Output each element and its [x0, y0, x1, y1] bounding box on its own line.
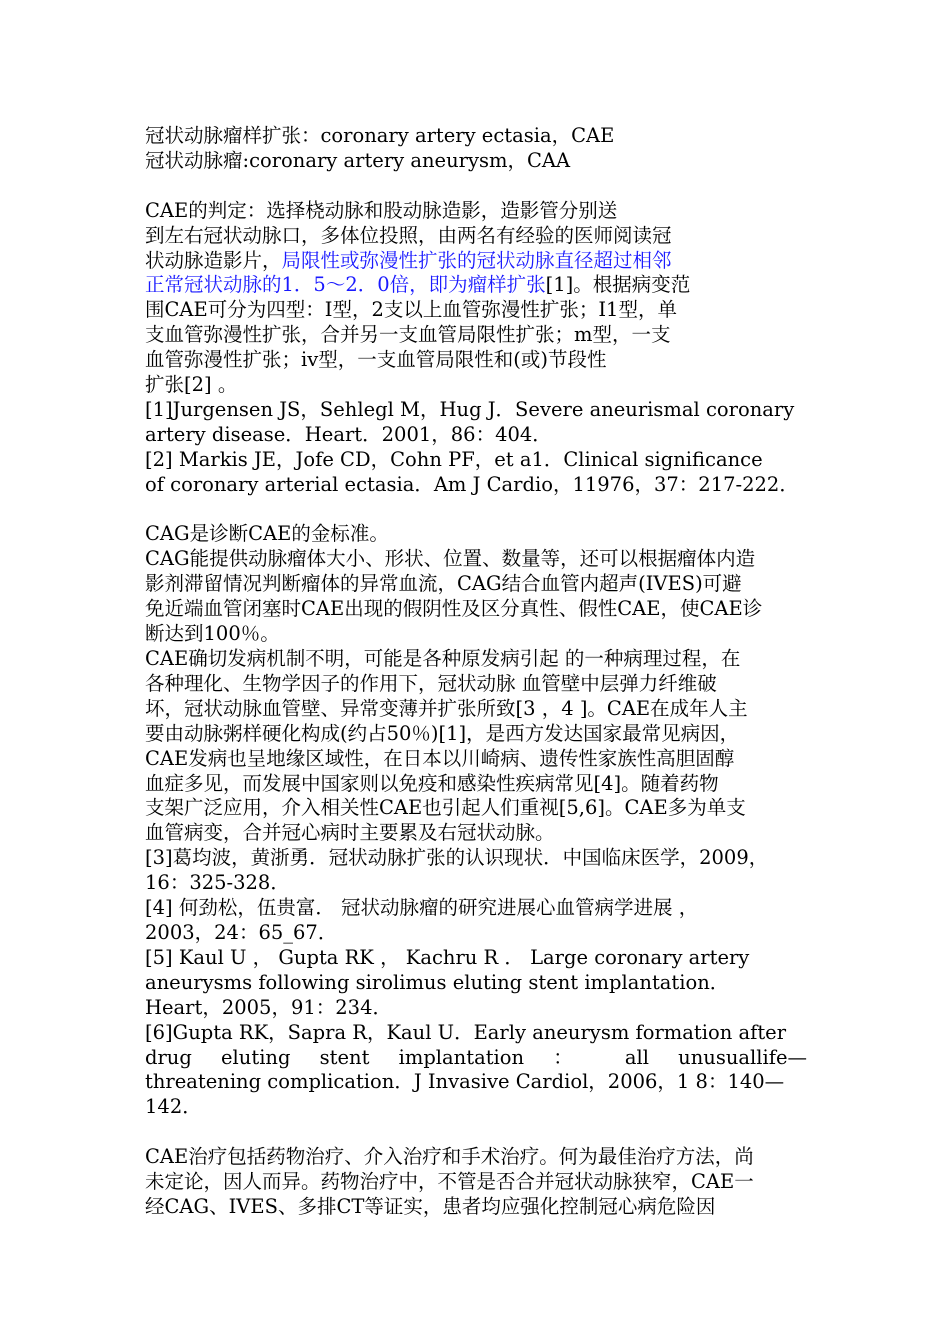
reference-line: [3]葛均波，黄浙勇．冠状动脉扩张的认识现状．中国临床医学，2009，: [145, 846, 769, 870]
criteria-line: [145, 273, 807, 298]
highlighted-definition: 局限性或弥漫性扩张的冠状动脉直径超过相邻: [281, 248, 672, 272]
highlighted-definition: 正常冠状动脉的1．5～2．0倍，即为瘤样扩张: [145, 273, 546, 297]
references-block-b: [145, 846, 807, 1120]
reference-line: [1]Jurgensen JS，Sehlegl M，Hug J．Severe aneurismal coronary: [145, 397, 795, 421]
treatment-line: 未定论，因人而异。药物治疗中，不管是否合并冠状动脉狭窄，CAE一: [145, 1170, 754, 1194]
mechanism-line: CAE确切发病机制不明，可能是各种原发病引起 的一种病理过程，在: [145, 647, 741, 670]
reference-line: Heart，2005，91：234．: [145, 995, 392, 1019]
reference-line: aneurysms following sirolimus eluting stent implantation．: [145, 970, 730, 994]
criteria-line: 围CAE可分为四型：I型，2支以上血管弥漫性扩张；I1型，单: [145, 298, 677, 322]
treatment-line: 经CAG、IVES、多排CT等证实，患者均应强化控制冠心病危险因: [145, 1194, 716, 1218]
reference-line: [6]Gupta RK，Sapra R，Kaul U．Early aneurysm formation after: [145, 1020, 787, 1044]
criteria-text: 状动脉造影片，: [145, 248, 282, 272]
treatment-paragraph: [145, 1145, 807, 1220]
diagnosis-line: 影剂滞留情况判断瘤体的异常血流，CAG结合血管内超声(IVES)可避: [145, 572, 742, 596]
reference-line: [5] Kaul U ， Gupta RK ， Kachru R ． Large coronary artery: [145, 945, 750, 969]
reference-line: 16：325-328．: [145, 871, 290, 895]
spacer: [145, 174, 807, 199]
criteria-line: 到左右冠状动脉口，多体位投照，由两名有经验的医师阅读冠: [145, 223, 672, 247]
diagnosis-line: 断达到100％。: [145, 622, 280, 646]
terms-block: [145, 124, 807, 174]
reference-line: [4] 何劲松，伍贵富． 冠状动脉瘤的研究进展心血管病学进展 ，: [145, 896, 699, 920]
reference-line: of coronary arterial ectasia．Am J Cardio，11976，37：217-222．: [145, 472, 799, 496]
references-block-a: [145, 398, 807, 498]
treatment-line: CAE治疗包括药物治疗、介入治疗和手术治疗。何为最佳治疗方法，尚: [145, 1145, 754, 1169]
spacer: [145, 1120, 807, 1145]
mechanism-line: 各种理化、生物学因子的作用下，冠状动脉 血管壁中层弹力纤维破: [145, 671, 717, 695]
diagnosis-line: 免近端血管闭塞时CAE出现的假阴性及区分真性、假性CAE，使CAE诊: [145, 597, 763, 621]
reference-line: drug eluting stent implantation ： all unusuallife—: [145, 1045, 807, 1069]
mechanism-line: 血症多见，而发展中国家则以免疫和感染性疾病常见[4]。随着药物: [145, 771, 719, 795]
diagnosis-paragraph: [145, 522, 807, 647]
criteria-line: [145, 249, 807, 274]
reference-line: threatening complication．J Invasive Cardiol，2006，1 8：140—: [145, 1070, 785, 1094]
mechanism-line: 坏，冠状动脉血管壁、异常变薄并扩张所致[3 ，4 ]。CAE在成年人主: [145, 696, 748, 720]
criteria-paragraph: [145, 199, 807, 398]
term-caa: 冠状动脉瘤:coronary artery aneurysm，CAA: [145, 148, 571, 172]
mechanism-line: 血管病变，合并冠心病时主要累及右冠状动脉。: [145, 821, 555, 845]
criteria-line: 血管弥漫性扩张；iv型，一支血管局限性和(或)节段性: [145, 348, 607, 372]
mechanism-line: CAE发病也呈地缘区域性，在日本以川崎病、遗传性家族性高胆固醇: [145, 746, 735, 770]
term-cae: 冠状动脉瘤样扩张：coronary artery ectasia，CAE: [145, 124, 615, 147]
diagnosis-line: CAG是诊断CAE的金标准。: [145, 522, 389, 546]
reference-line: [2] Markis JE，Jofe CD，Cohn PF，et a1．Clinical significance: [145, 447, 763, 471]
spacer: [145, 498, 807, 523]
mechanism-line: 要由动脉粥样硬化构成(约占50％)[1]，是西方发达国家最常见病因，: [145, 721, 740, 745]
reference-line: artery disease．Heart．2001，86：404．: [145, 422, 552, 446]
mechanism-paragraph: [145, 647, 807, 846]
criteria-text: [1]。根据病变范: [545, 273, 691, 297]
reference-line: 142．: [145, 1095, 202, 1119]
criteria-line: 扩张[2] 。: [145, 373, 238, 397]
mechanism-line: 支架广泛应用，介入相关性CAE也引起人们重视[5,6]。CAE多为单支: [145, 796, 746, 820]
criteria-line: CAE的判定：选择桡动脉和股动脉造影，造影管分别送: [145, 198, 618, 222]
diagnosis-line: CAG能提供动脉瘤体大小、形状、位置、数量等，还可以根据瘤体内造: [145, 547, 756, 571]
document-page: [145, 124, 807, 1220]
criteria-line: 支血管弥漫性扩张，合并另一支血管局限性扩张；m型，一支: [145, 323, 671, 347]
reference-line: 2003，24：65_67．: [145, 920, 338, 944]
